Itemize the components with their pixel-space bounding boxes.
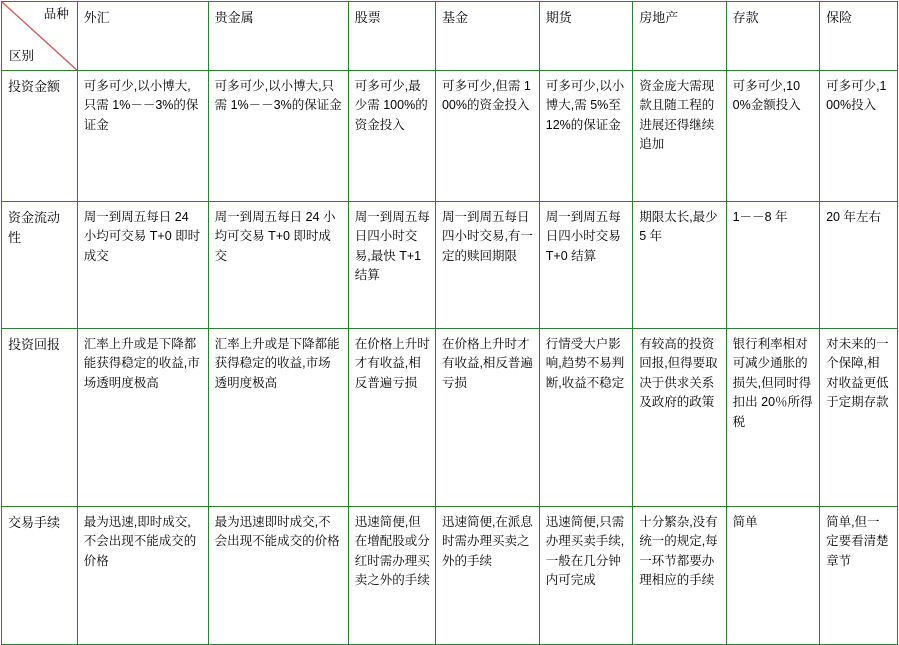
cell-investment-amount-real-estate: 资金庞大需现款且随工程的进展还得继续追加: [633, 71, 726, 202]
table-row: [2, 507, 898, 645]
table-header-row: [2, 2, 898, 71]
cell-procedure-insurance: 简单,但一定要看清楚章节: [820, 507, 898, 645]
cell-investment-amount-deposits: 可多可少,100%金额投入: [726, 71, 819, 202]
cell-procedure-futures: 迅速简便,只需办理买卖手续,一般在几分钟内可完成: [539, 507, 632, 645]
cell-liquidity-funds: 周一到周五每日四小时交易,有一定的赎回期限: [435, 202, 539, 329]
column-header-real-estate: 房地产: [633, 2, 726, 71]
cell-procedure-funds: 迅速简便,在派息时需办理买卖之外的手续: [435, 507, 539, 645]
cell-investment-amount-funds: 可多可少,但需 100%的资金投入: [435, 71, 539, 202]
column-header-futures: 期货: [539, 2, 632, 71]
row-header-transaction-procedure: 交易手续: [2, 507, 78, 645]
column-header-insurance: 保险: [820, 2, 898, 71]
row-header-return: 投资回报: [2, 329, 78, 507]
table-row: [2, 202, 898, 329]
corner-label-difference: 区别: [9, 48, 35, 63]
table-row: [2, 329, 898, 507]
column-header-stocks: 股票: [348, 2, 435, 71]
table-row: [2, 71, 898, 202]
cell-procedure-real-estate: 十分繁杂,没有统一的规定,每一环节都要办理相应的手续: [633, 507, 726, 645]
cell-investment-amount-insurance: 可多可少,100%投入: [820, 71, 898, 202]
cell-return-futures: 行情受大户影响,趋势不易判断,收益不稳定: [539, 329, 632, 507]
cell-return-insurance: 对未来的一个保障,相对收益更低于定期存款: [820, 329, 898, 507]
cell-return-funds: 在价格上升时才有收益,相反普遍亏损: [435, 329, 539, 507]
document-sheet: [0, 1, 899, 587]
column-header-funds: 基金: [435, 2, 539, 71]
cell-return-forex: 汇率上升或是下降都能获得稳定的收益,市场透明度极高: [77, 329, 208, 507]
cell-investment-amount-stocks: 可多可少,最少需 100%的资金投入: [348, 71, 435, 202]
cell-investment-amount-precious-metals: 可多可少,以小博大,只需 1%－－3%的保证金: [208, 71, 348, 202]
corner-header-cell: [2, 2, 78, 71]
cell-procedure-stocks: 迅速简便,但在增配股或分红时需办理买卖之外的手续: [348, 507, 435, 645]
cell-procedure-deposits: 简单: [726, 507, 819, 645]
column-header-precious-metals: 贵金属: [208, 2, 348, 71]
cell-procedure-precious-metals: 最为迅速即时成交,不会出现不能成交的价格: [208, 507, 348, 645]
column-header-forex: 外汇: [77, 2, 208, 71]
cell-return-real-estate: 有较高的投资回报,但得要取决于供求关系及政府的政策: [633, 329, 726, 507]
corner-label-category: 品种: [43, 7, 69, 21]
cell-liquidity-insurance: 20 年左右: [820, 202, 898, 329]
cell-liquidity-deposits: 1－－8 年: [726, 202, 819, 329]
cell-investment-amount-futures: 可多可少,以小博大,需 5%至 12%的保证金: [539, 71, 632, 202]
cell-liquidity-forex: 周一到周五每日 24 小均可交易 T+0 即时成交: [77, 202, 208, 329]
cell-procedure-forex: 最为迅速,即时成交,不会出现不能成交的价格: [77, 507, 208, 645]
row-header-investment-amount: 投资金额: [2, 71, 78, 202]
cell-return-precious-metals: 汇率上升或是下降都能获得稳定的收益,市场透明度极高: [208, 329, 348, 507]
cell-liquidity-futures: 周一到周五每日四小时交易 T+0 结算: [539, 202, 632, 329]
cell-investment-amount-forex: 可多可少,以小博大,只需 1%－－3%的保证金: [77, 71, 208, 202]
cell-return-stocks: 在价格上升时才有收益,相反普遍亏损: [348, 329, 435, 507]
cell-return-deposits: 银行利率相对可减少通胀的损失,但同时得扣出 20％所得税: [726, 329, 819, 507]
row-header-liquidity: 资金流动性: [2, 202, 78, 329]
cell-liquidity-stocks: 周一到周五每日四小时交易,最快 T+1 结算: [348, 202, 435, 329]
cell-liquidity-real-estate: 期限太长,最少 5 年: [633, 202, 726, 329]
comparison-table: [1, 1, 898, 645]
column-header-deposits: 存款: [726, 2, 819, 71]
cell-liquidity-precious-metals: 周一到周五每日 24 小均可交易 T+0 即时成交: [208, 202, 348, 329]
